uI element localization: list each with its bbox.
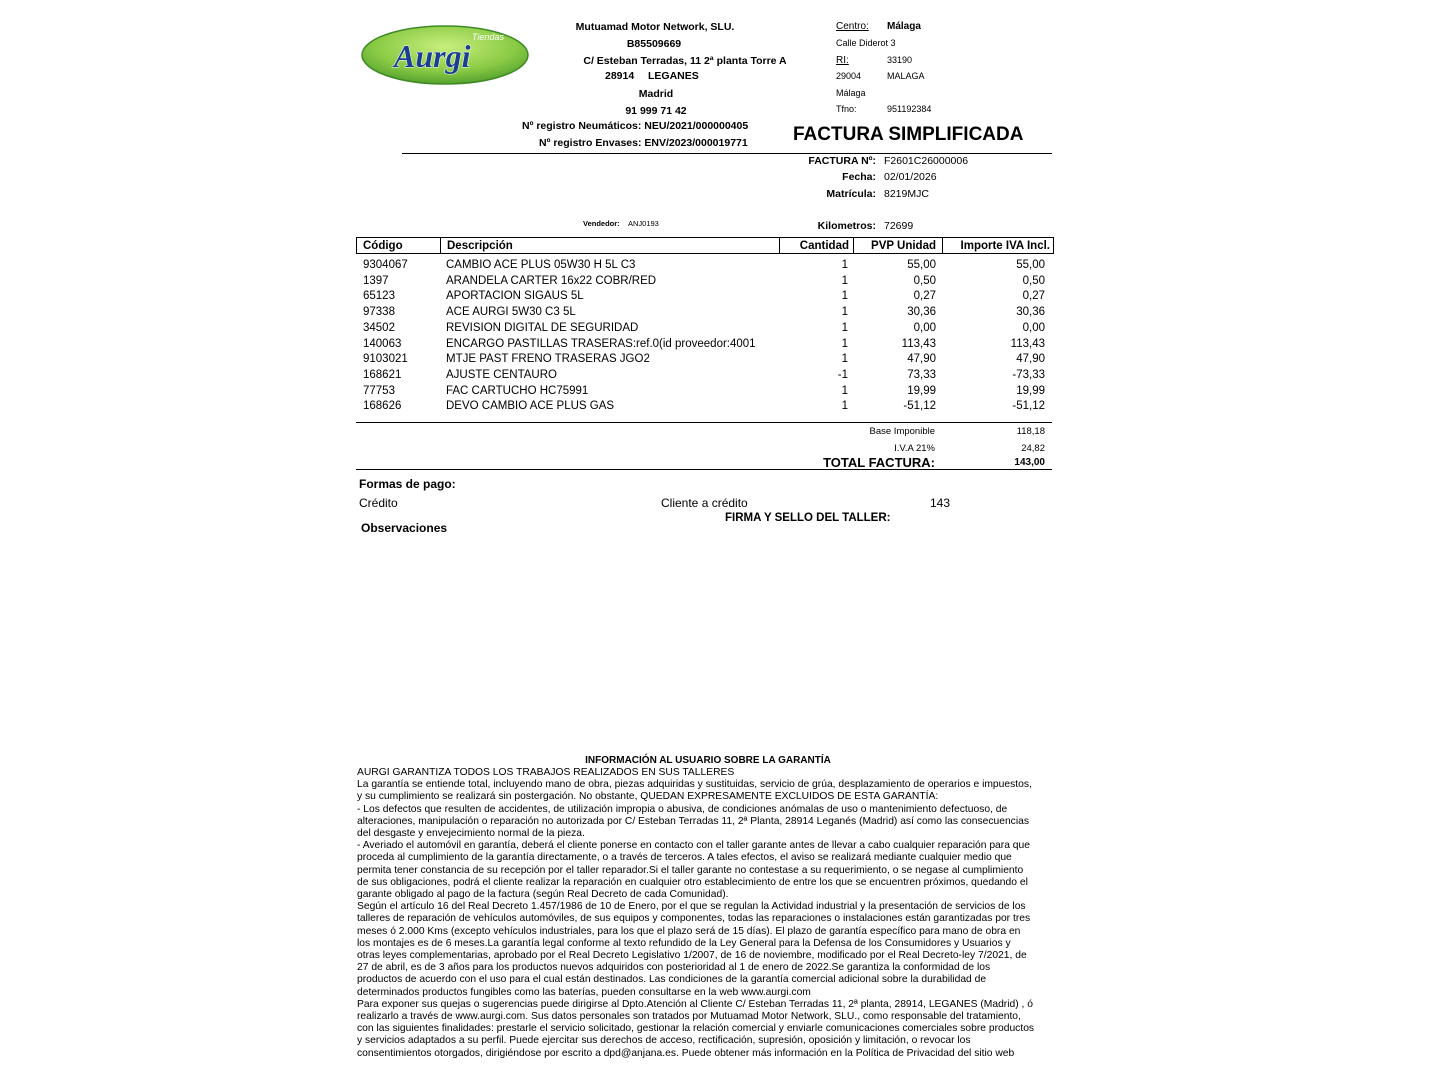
company-cif: B85509669 [626, 38, 682, 50]
cell-unit-price: 0,00 [913, 321, 936, 334]
reg-neumaticos: Nº registro Neumáticos: NEU/2021/000000405 [522, 120, 749, 132]
cell-description: ACE AURGI 5W30 C3 5L [446, 306, 576, 319]
table-row [356, 338, 1052, 354]
cell-amount: 55,00 [1016, 259, 1045, 271]
cell-code: 168621 [363, 368, 402, 381]
cell-amount: 0,50 [1022, 274, 1045, 287]
cell-unit-price: 0,27 [913, 290, 936, 303]
warranty-text: AURGI GARANTIZA TODOS LOS TRABAJOS REALIZADOS EN SUS TALLERES La garantía se entiende total, incluyendo mano de obra, piezas adquiridas y sustituidas, servicio de grúa, desplazamiento de operarios e impuestos, y su cumplimiento se realizará sin postergación. No obstante, QUEDAN EXPRESAMENTE EXCLUIDOS DE ESTA GARANTÍA: - Los defectos que resulten de accidentes, de utilización impropia o abusiva, de condiciones anómalas de uso o mantenimiento defectuoso, de alteraciones, manipulación o reparación no autorizada por C/ Esteban Terradas 11, 2ª Planta, 28914 Leganés (Madrid) así como las consecuencias del desgaste y envejecimiento normal de la pieza. - Averiado el automóvil en garantía, deberá el cliente ponerse en contacto con el taller garante antes de llevar a cabo cualquier reparación para que proceda al cumplimiento de la garantía directamente, o a través de terceros. A tales efectos, el aviso se realizará mediante cualquier medio que permita tener constancia de su recepción por el taller reparador.Si el taller garante no contestase a su requerimiento, o se negase al cumplimiento de sus obligaciones, podrá el cliente realizar la reparación en cualquier otro establecimiento de entre los que se encuentren próximos, quedando el garante obligado al pago de la factura (según Real Decreto de cada Comunidad). Según el artículo 16 del Real Decreto 1.457/1986 de 10 de Enero, por el que se regulan la Actividad industrial y la presentación de servicios de los talleres de reparación de vehículos automóviles, de sus equipos y componentes, todas las reparaciones o instalaciones están garantizadas por tres meses ó 2.000 Kms (excepto vehículos industriales, para los que el plazo será de 15 días). El plazo de garantía específico para mano de obra en los montajes es de 6 meses.La garantía legal conforme al texto refundido de la Ley General para la Defensa de los Consumidores y Usuarios y otras leyes complementarias, aprobado por el Real Decreto Legislativo 1/2007, de 16 de noviembre, modificado por el Real Decreto-ley 7/2021, de 27 de abril, es de 3 años para los productos nuevos adquiridos con posterioridad al 1 de enero de 2022.Se garantiza la conformidad de los productos de acuerdo con el uso para el cual están destinados. Las condiciones de la garantía comercial adicional sobre la durabilidad de determinados productos fungibles como las baterías, pueden consultarse en la web www.aurgi.com Para exponer sus quejas o sugerencias puede dirigirse al Dpto.Atención al Cliente C/ Esteban Terradas 11, 2ª planta, 28914, LEGANES (Madrid) , ó realizarlo a través de www.aurgi.com. Sus datos personales son tratados por Mutuamad Motor Network, SLU., como responsable del tratamiento, con las siguientes finalidades: prestarle el servicio solicitado, gestionar la relación comercial y enviarle comunicaciones comerciales sobre productos y servicios adaptados a su perfil. Puede ejercitar sus derechos de acceso, rectificación, supresión, oposición y limitación, o revocar los consentimientos otorgados, dirigiéndose por escrito a dpd@anjana.es. Puede obtener más información en la Política de Privacidad del sitio web [357, 767, 1035, 1059]
cell-code: 65123 [363, 290, 395, 303]
cell-code: 168626 [363, 400, 402, 413]
table-row [356, 306, 1052, 322]
col-importe: Importe IVA Incl. [942, 238, 1053, 253]
table-row [356, 259, 1052, 275]
cell-code: 140063 [363, 337, 402, 350]
invoice-number-label: FACTURA Nº: [808, 155, 876, 167]
observations-label: Observaciones [361, 521, 448, 535]
col-pvp: PVP Unidad [853, 238, 942, 253]
table-row [356, 400, 1052, 416]
cell-quantity: 1 [841, 306, 848, 319]
plate-value: 8219MJC [884, 188, 929, 200]
signature-label: FIRMA Y SELLO DEL TALLER: [725, 512, 891, 524]
date-label: Fecha: [842, 171, 876, 183]
table-row [356, 353, 1052, 369]
cell-unit-price: 19,99 [907, 384, 936, 397]
cell-quantity: 1 [841, 290, 848, 303]
company-postal: 28914 [605, 70, 635, 82]
seller-value: ANJ0193 [628, 219, 659, 228]
total-rule [356, 469, 1052, 470]
company-address: C/ Esteban Terradas, 11 2ª planta Torre A [583, 55, 787, 67]
invoice-number: F2601C26000006 [884, 155, 969, 167]
centro-name: Málaga [887, 21, 921, 32]
document-title: FACTURA SIMPLIFICADA [793, 124, 1024, 145]
table-row [356, 369, 1052, 385]
col-cantidad: Cantidad [779, 238, 853, 253]
cell-description: REVISION DIGITAL DE SEGURIDAD [446, 321, 639, 334]
centro-postal: 29004 [836, 71, 862, 81]
warranty-title: INFORMACIÓN AL USUARIO SOBRE LA GARANTÍA [585, 755, 831, 766]
cell-code: 34502 [363, 321, 395, 334]
cell-code: 9103021 [363, 353, 408, 366]
cell-unit-price: 73,33 [907, 368, 936, 381]
centro-phone: 951192384 [887, 104, 932, 114]
col-codigo: Código [363, 240, 403, 252]
cell-amount: 0,00 [1022, 321, 1045, 334]
cell-quantity: 1 [841, 384, 848, 397]
company-name: Mutuamad Motor Network, SLU. [575, 21, 735, 33]
cell-description: APORTACION SIGAUS 5L [446, 290, 584, 303]
iva-label: I.V.A 21% [894, 443, 935, 454]
base-label: Base Imponible [869, 426, 935, 437]
cell-code: 77753 [363, 384, 395, 397]
cell-amount: 19,99 [1016, 384, 1045, 397]
cell-description: FAC CARTUCHO HC75991 [446, 384, 589, 397]
km-label: Kilometros: [817, 220, 876, 232]
centro-ri-value: 33190 [887, 55, 913, 65]
cell-amount: 0,27 [1022, 290, 1045, 303]
table-bottom-rule [356, 422, 1052, 423]
table-row [356, 290, 1052, 306]
centro-province: Málaga [836, 88, 866, 98]
payment-amount: 143 [930, 496, 951, 510]
cell-quantity: 1 [841, 274, 848, 287]
cell-amount: -73,33 [1012, 368, 1045, 381]
payment-client: Cliente a crédito [661, 496, 748, 510]
table-row [356, 385, 1052, 401]
logo-brand: Aurgi [394, 38, 471, 74]
company-province: Madrid [638, 88, 674, 100]
cell-description: ARANDELA CARTER 16x22 COBR/RED [446, 274, 657, 287]
iva-value: 24,82 [1021, 443, 1045, 454]
cell-description: ENCARGO PASTILLAS TRASERAS:ref.0(id proveedor:4001 [446, 337, 756, 350]
cell-amount: 30,36 [1016, 306, 1045, 319]
centro-phone-label: Tfno: [836, 104, 857, 114]
cell-code: 1397 [363, 274, 389, 287]
company-phone: 91 999 71 42 [625, 105, 687, 117]
payment-method: Crédito [359, 496, 398, 510]
table-row [356, 275, 1052, 291]
cell-amount: -51,12 [1012, 400, 1045, 413]
cell-quantity: 1 [841, 259, 848, 271]
centro-ri-label: RI: [836, 55, 849, 66]
company-city: LEGANES [648, 70, 699, 82]
cell-description: MTJE PAST FRENO TRASERAS JGO2 [446, 353, 650, 366]
cell-code: 9304067 [363, 259, 408, 271]
cell-description: CAMBIO ACE PLUS 05W30 H 5L C3 [446, 259, 636, 271]
invoice-date: 02/01/2026 [884, 171, 937, 183]
logo-tagline: Tiendas [472, 32, 504, 42]
cell-quantity: -1 [837, 368, 848, 381]
cell-quantity: 1 [841, 337, 848, 350]
cell-amount: 47,90 [1016, 353, 1045, 366]
cell-quantity: 1 [841, 353, 848, 366]
reg-envases: Nº registro Envases: ENV/2023/000019771 [539, 137, 748, 149]
col-descripcion: Descripción [440, 238, 779, 253]
cell-quantity: 1 [841, 321, 848, 334]
cell-unit-price: 47,90 [907, 353, 936, 366]
centro-street: Calle Diderot 3 [836, 38, 896, 48]
plate-label: Matrícula: [826, 188, 876, 200]
base-value: 118,18 [1016, 426, 1045, 437]
cell-unit-price: 113,43 [901, 337, 936, 350]
cell-quantity: 1 [841, 400, 848, 413]
payment-label: Formas de pago: [359, 477, 456, 491]
title-divider [402, 153, 1052, 154]
seller-label: Vendedor: [583, 219, 620, 228]
cell-code: 97338 [363, 306, 395, 319]
total-value: 143,00 [1014, 457, 1045, 468]
centro-label: Centro: [836, 21, 869, 32]
centro-city: MALAGA [887, 71, 925, 81]
cell-description: AJUSTE CENTAURO [446, 368, 557, 381]
cell-amount: 113,43 [1010, 337, 1045, 350]
cell-unit-price: -51,12 [903, 400, 936, 413]
cell-description: DEVO CAMBIO ACE PLUS GAS [446, 400, 615, 413]
cell-unit-price: 0,50 [913, 274, 936, 287]
table-row [356, 322, 1052, 338]
table-header [356, 237, 1054, 254]
km-value: 72699 [884, 220, 914, 232]
total-label: TOTAL FACTURA: [823, 455, 935, 470]
cell-unit-price: 30,36 [907, 306, 936, 319]
cell-unit-price: 55,00 [907, 259, 936, 271]
